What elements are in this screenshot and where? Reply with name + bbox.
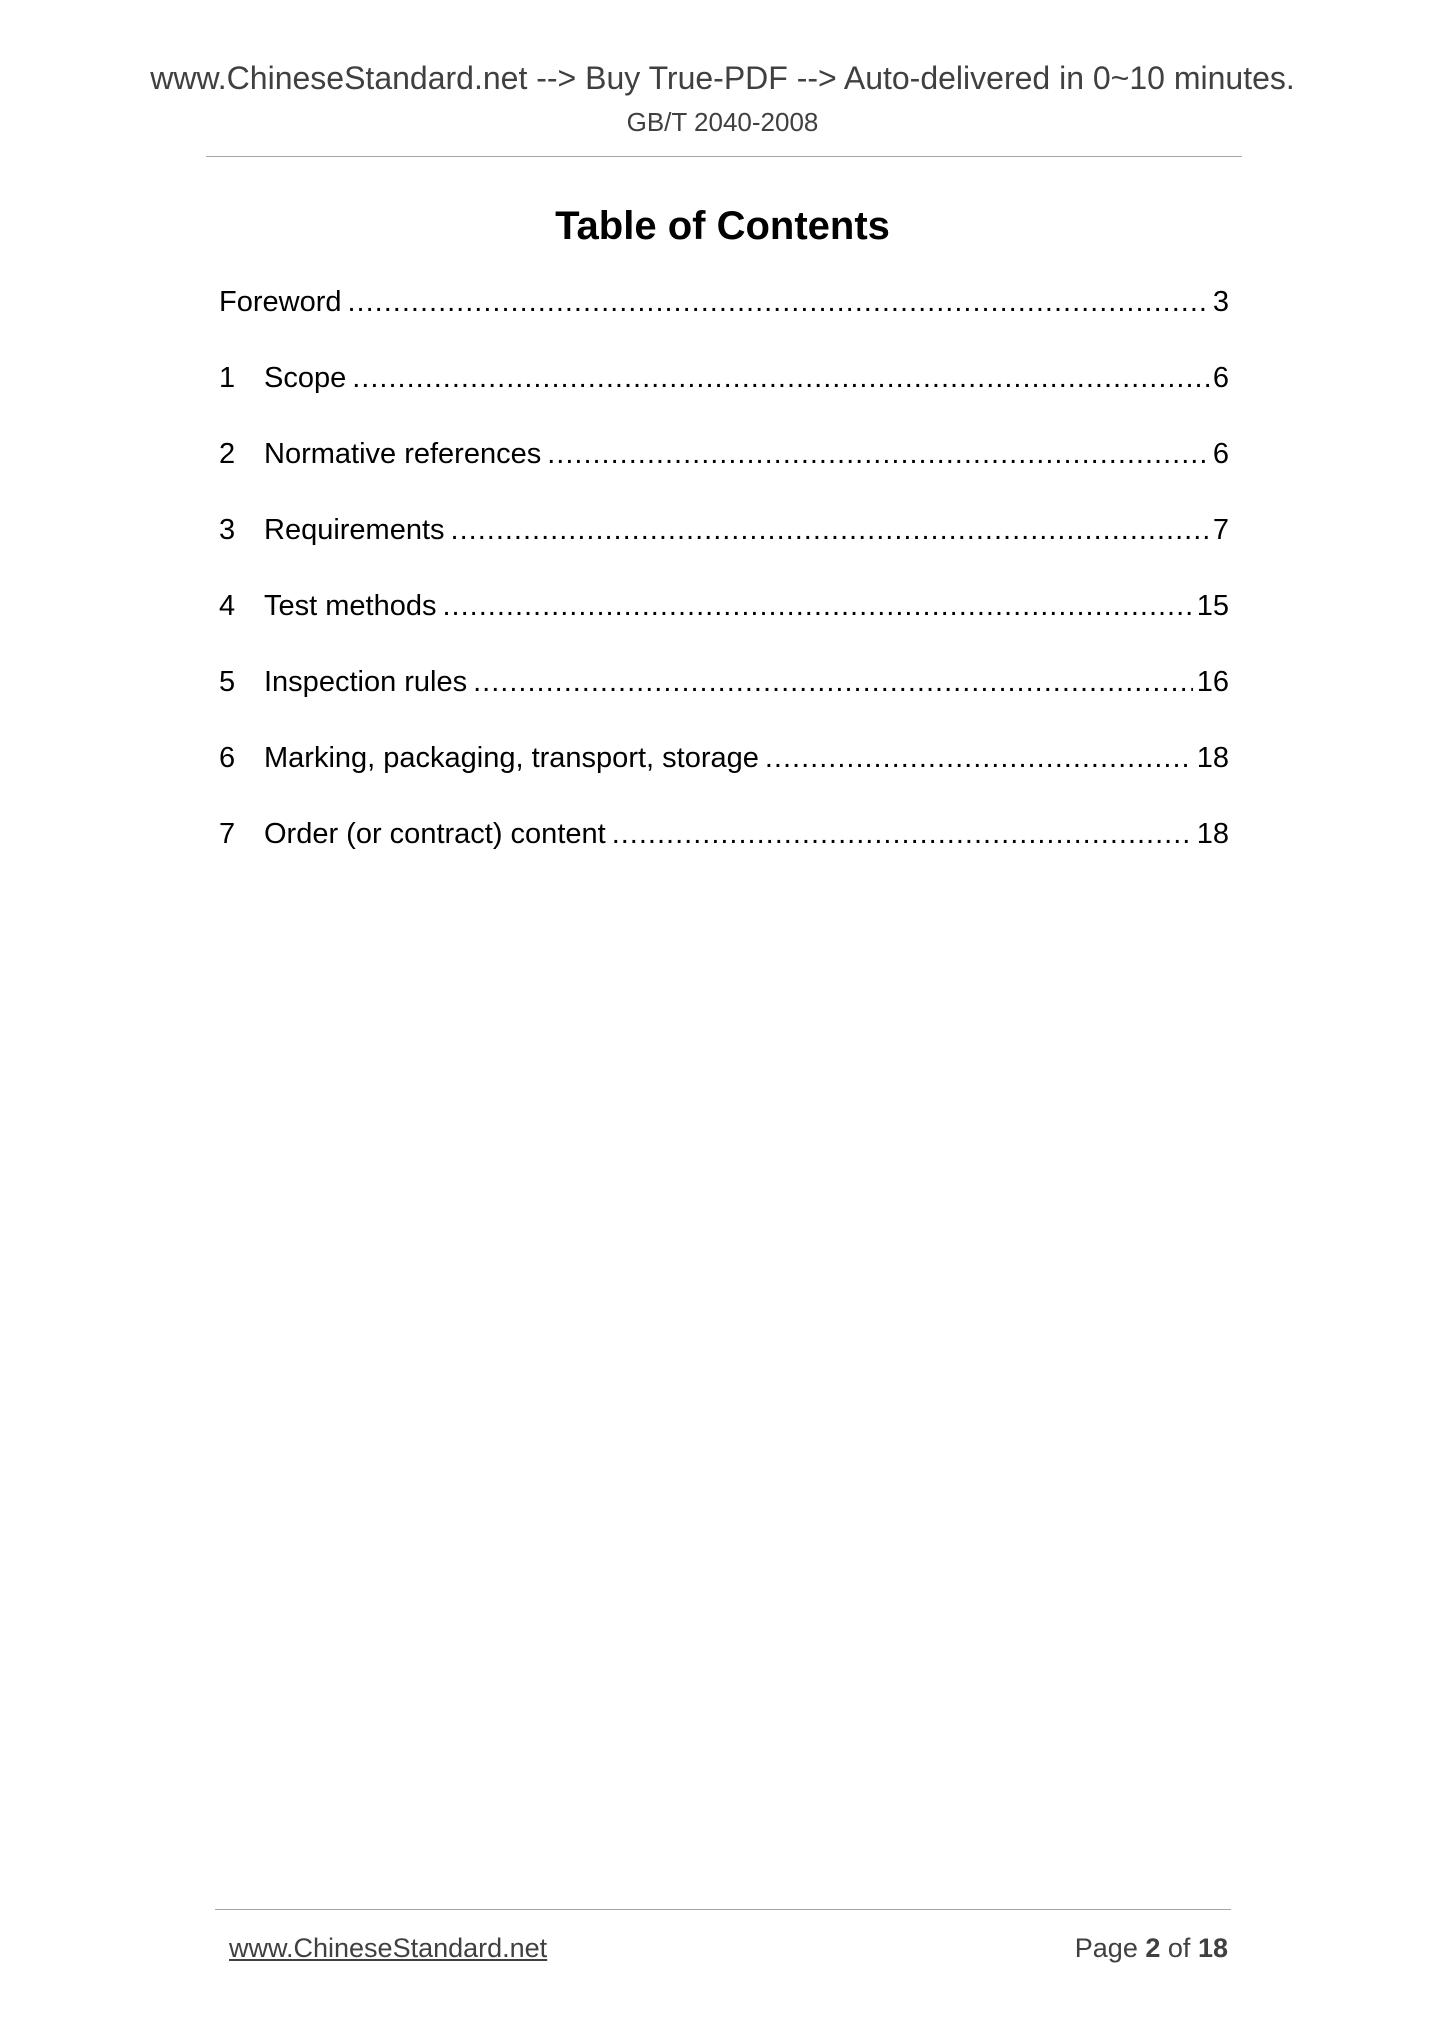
toc-entry-foreword[interactable]	[219, 280, 1229, 356]
toc-dot-leader	[765, 736, 1193, 780]
footer-site-link[interactable]: www.ChineseStandard.net	[229, 1933, 548, 1963]
toc-entry-requirements[interactable]	[219, 508, 1229, 584]
toc-dot-leader	[547, 432, 1209, 476]
toc-entry-number: 4	[219, 590, 236, 622]
toc-entry-page: 18	[1196, 742, 1229, 774]
toc-entry-normative-references[interactable]	[219, 432, 1229, 508]
toc-entry-number: 6	[219, 742, 236, 774]
toc-entry-page: 16	[1196, 666, 1229, 698]
toc-entry-number: 1	[219, 362, 236, 394]
page-indicator	[1075, 1930, 1228, 1966]
page-current: 2	[1145, 1933, 1161, 1963]
toc-entry-label: Normative references	[264, 438, 542, 470]
table-of-contents	[219, 280, 1229, 888]
toc-entry-page: 7	[1212, 514, 1229, 546]
toc-entry-page: 6	[1212, 362, 1229, 394]
footer-divider	[215, 1909, 1231, 1910]
toc-entry-number: 3	[219, 514, 236, 546]
toc-entry-label: Marking, packaging, transport, storage	[264, 742, 759, 774]
standard-id: GB/T 2040-2008	[626, 107, 819, 137]
toc-dot-leader	[442, 584, 1192, 628]
toc-entry-label: Order (or contract) content	[264, 818, 606, 850]
toc-dot-leader	[352, 356, 1209, 400]
toc-entry-label: Scope	[264, 362, 347, 394]
toc-entry-page: 15	[1196, 590, 1229, 622]
page-prefix: Page	[1074, 1933, 1138, 1963]
toc-entry-inspection-rules[interactable]	[219, 660, 1229, 736]
page-total: 18	[1197, 1933, 1228, 1963]
toc-entry-page: 18	[1196, 818, 1229, 850]
toc-entry-number: 5	[219, 666, 236, 698]
toc-entry-page: 6	[1212, 438, 1229, 470]
toc-entry-marking-packaging[interactable]	[219, 736, 1229, 812]
toc-entry-label: Test methods	[264, 590, 437, 622]
toc-entry-order-content[interactable]	[219, 812, 1229, 888]
toc-dot-leader	[451, 508, 1209, 552]
toc-entry-test-methods[interactable]	[219, 584, 1229, 660]
toc-entry-scope[interactable]	[219, 356, 1229, 432]
header-divider	[206, 156, 1242, 157]
toc-entry-number: 7	[219, 818, 236, 850]
toc-dot-leader	[612, 812, 1193, 856]
header-banner: www.ChineseStandard.net --> Buy True-PDF --> Auto-delivered in 0~10 minutes.	[150, 60, 1295, 96]
toc-entry-label: Requirements	[264, 514, 445, 546]
toc-entry-number: 2	[219, 438, 236, 470]
toc-entry-label: Foreword	[219, 286, 342, 318]
toc-entry-label: Inspection rules	[264, 666, 468, 698]
toc-dot-leader	[348, 280, 1209, 324]
page-of: of	[1167, 1933, 1191, 1963]
toc-dot-leader	[473, 660, 1193, 704]
toc-title: Table of Contents	[555, 204, 890, 248]
toc-entry-page: 3	[1212, 286, 1229, 318]
